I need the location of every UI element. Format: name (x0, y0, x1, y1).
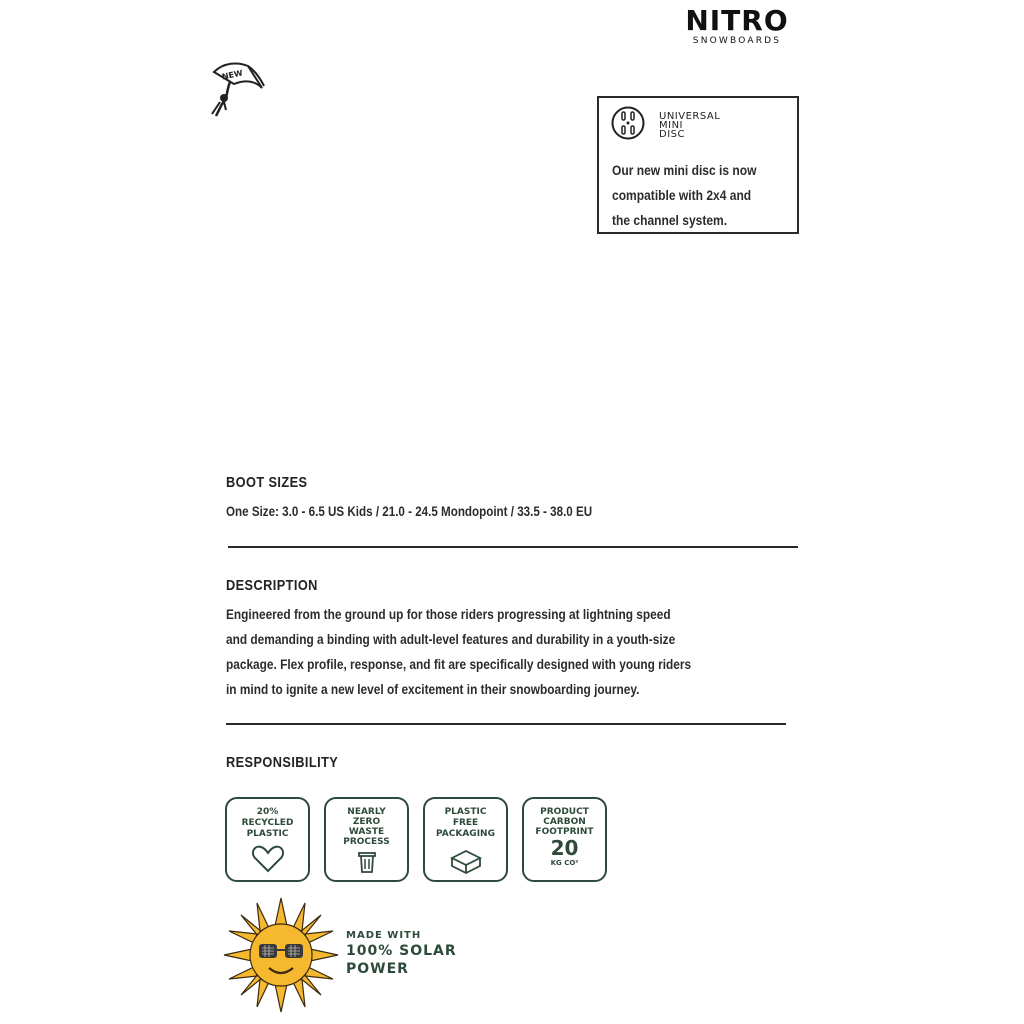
disc-description: Our new mini disc is now compatible with 2x4 and the channel system. (612, 162, 757, 228)
solar-power-text: MADE WITH 100% SOLAR POWER (346, 930, 457, 977)
responsibility-heading: RESPONSIBILITY (226, 754, 339, 771)
responsibility-badges (225, 797, 607, 882)
zero-waste-badge: NEARLY ZERO WASTE PROCESS (324, 797, 409, 882)
universal-disc-box (597, 96, 799, 234)
recycled-plastic-badge: 20% RECYCLED PLASTIC (225, 797, 310, 882)
divider (226, 723, 786, 725)
carbon-footprint-value: 20 (550, 836, 579, 860)
boot-sizes-heading: BOOT SIZES (226, 474, 308, 491)
logo-wordmark: NITRO (685, 4, 789, 37)
description-text: Engineered from the ground up for those riders progressing at lightning speed and demanding a binding with adult-level features and durability in a youth-size package. Flex profile, response, and fit are specifically designed with young riders in mind to ignite a new level of excitement in their snowboarding journey. (226, 606, 692, 697)
disc-title: UNIVERSAL MINI DISC (659, 111, 721, 140)
divider (228, 546, 798, 548)
box-icon (448, 846, 484, 874)
boot-sizes-text: One Size: 3.0 - 6.5 US Kids / 21.0 - 24.5 Mondopoint / 33.5 - 38.0 EU (226, 503, 593, 519)
trash-bin-icon (357, 850, 377, 874)
new-flag-label: NEW (221, 68, 244, 82)
nitro-logo (674, 6, 800, 46)
description-heading: DESCRIPTION (226, 577, 318, 594)
carbon-footprint-badge: PRODUCT CARBON FOOTPRINT 20 KG CO² (522, 797, 607, 882)
carbon-footprint-unit: KG CO² (550, 859, 579, 867)
logo-subtitle: SNOWBOARDS (692, 36, 782, 46)
mini-disc-icon (611, 106, 645, 140)
solar-sun-icon (222, 896, 340, 1014)
new-flag-icon (204, 58, 270, 124)
heart-icon (251, 844, 285, 874)
plastic-free-packaging-badge: PLASTIC FREE PACKAGING (423, 797, 508, 882)
